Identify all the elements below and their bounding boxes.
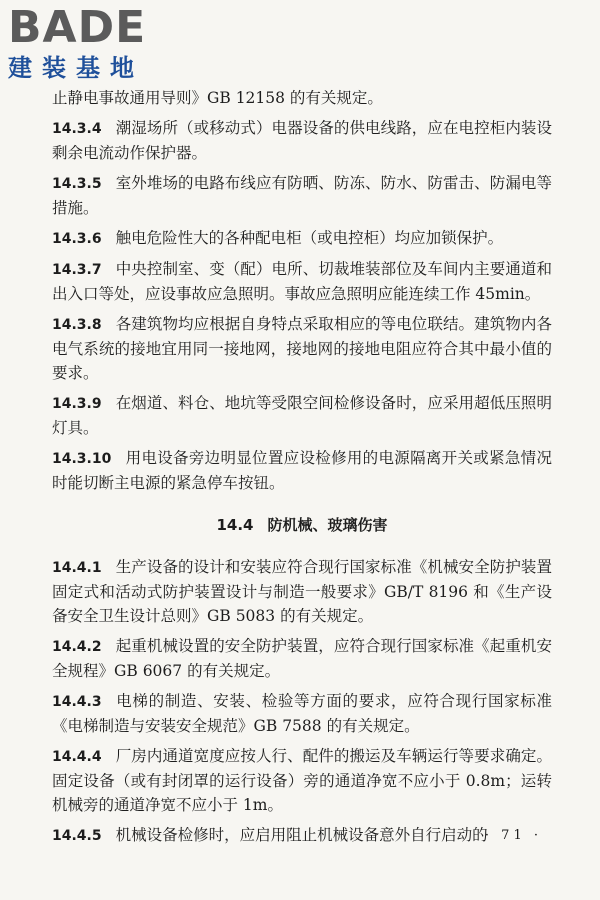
clause-text: 室外堆场的电路布线应有防晒、防冻、防水、防雷击、防漏电等措施。: [52, 174, 552, 217]
clause-number: 14.4.1: [52, 560, 102, 576]
clause-14-3-6: [52, 226, 552, 251]
clause-number: 14.3.8: [52, 317, 102, 333]
clause-14-3-9: [52, 391, 552, 440]
clause-number: 14.3.4: [52, 121, 102, 137]
clause-14-3-5: [52, 171, 552, 220]
clause-number: 14.3.7: [52, 262, 102, 278]
section-number: 14.4: [216, 516, 254, 534]
clause-text: 各建筑物均应根据自身特点采取相应的等电位联结。建筑物内各电气系统的接地宜用同一接地网，接地网的接地电阻应符合其中最小值的要求。: [52, 315, 552, 382]
clause-number: 14.3.6: [52, 231, 102, 247]
clause-number: 14.4.3: [52, 694, 102, 710]
clause-number: 14.4.5: [52, 828, 102, 844]
clause-14-4-1: [52, 555, 552, 628]
clause-number: 14.3.10: [52, 451, 112, 467]
clause-text: 机械设备检修时，应启用阻止机械设备意外自行启动的: [115, 826, 488, 844]
clause-number: 14.4.4: [52, 749, 102, 765]
clause-number: 14.3.9: [52, 396, 102, 412]
clause-text: 触电危险性大的各种配电柜（或电控柜）均应加锁保护。: [115, 229, 504, 247]
clause-text: 用电设备旁边明显位置应设检修用的电源隔离开关或紧急情况时能切断主电源的紧急停车按钮。: [52, 449, 552, 492]
clause-14-3-8: [52, 312, 552, 385]
logo-subtitle: 建装基地: [8, 54, 144, 82]
clause-14-3-7: [52, 257, 552, 306]
clause-14-3-4: [52, 116, 552, 165]
continuation-text: 止静电事故通用导则》GB 12158 的有关规定。: [52, 89, 383, 107]
clause-14-4-4: [52, 744, 552, 817]
page-number: · 71 ·: [484, 828, 542, 843]
clause-text: 电梯的制造、安装、检验等方面的要求，应符合现行国家标准《电梯制造与安装安全规范》GB 7588 的有关规定。: [52, 692, 552, 735]
clause-14-3-10: [52, 446, 552, 495]
logo-brand: BADE: [8, 2, 147, 53]
document-body: [52, 86, 552, 854]
clause-14-4-3: [52, 689, 552, 738]
clause-14-4-2: [52, 634, 552, 683]
section-title: 防机械、玻璃伤害: [267, 516, 388, 534]
clause-text: 在烟道、料仓、地坑等受限空间检修设备时，应采用超低压照明灯具。: [52, 394, 552, 437]
clause-text: 生产设备的设计和安装应符合现行国家标准《机械安全防护装置 固定式和活动式防护装置设计与制造一般要求》GB/T 8196 和《生产设备安全卫生设计总则》GB 5083 的有关规定。: [52, 558, 552, 625]
clause-text: 厂房内通道宽度应按人行、配件的搬运及车辆运行等要求确定。固定设备（或有封闭罩的运行设备）旁的通道净宽不应小于 0.8m；运转机械旁的通道净宽不应小于 1m。: [52, 747, 552, 814]
section-heading: [52, 513, 552, 537]
clause-text: 潮湿场所（或移动式）电器设备的供电线路，应在电控柜内装设剩余电流动作保护器。: [52, 119, 552, 162]
clause-14-4-5: [52, 823, 552, 848]
clause-text: 中央控制室、变（配）电所、切裁堆装部位及车间内主要通道和出入口等处，应设事故应急照明。事故应急照明应能连续工作 45min。: [52, 260, 552, 303]
clause-number: 14.4.2: [52, 639, 102, 655]
clause-text: 起重机械设置的安全防护装置，应符合现行国家标准《起重机安全规程》GB 6067 的有关规定。: [52, 637, 552, 680]
clause-number: 14.3.5: [52, 176, 102, 192]
bade-logo: [8, 4, 146, 82]
